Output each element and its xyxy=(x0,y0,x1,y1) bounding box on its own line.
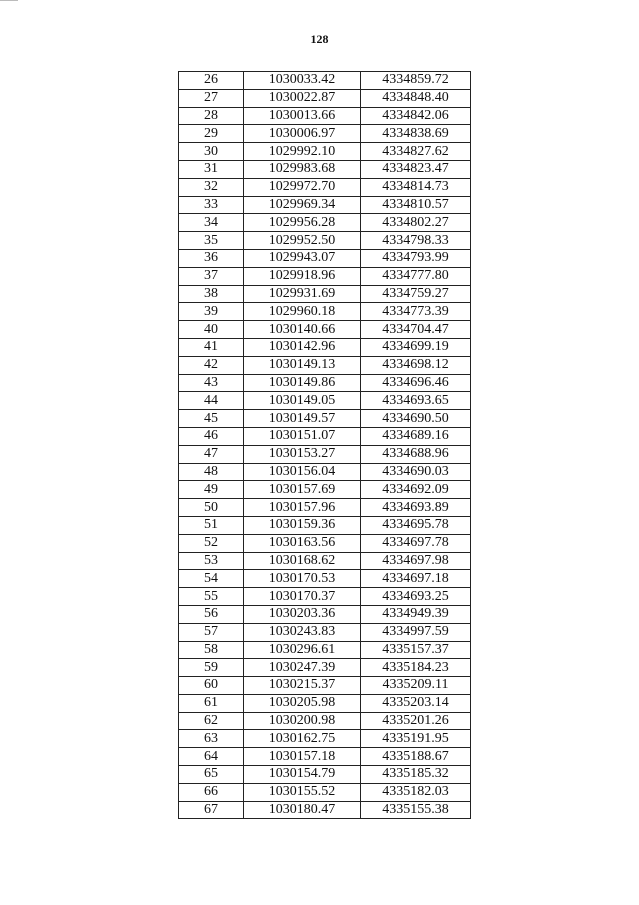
point-number-cell: 42 xyxy=(179,356,244,374)
x-coordinate-cell: 1030247.39 xyxy=(244,659,361,677)
table-row xyxy=(179,783,471,801)
table-row xyxy=(179,766,471,784)
point-number-cell: 53 xyxy=(179,552,244,570)
point-number-cell: 54 xyxy=(179,570,244,588)
table-row xyxy=(179,712,471,730)
y-coordinate-cell: 4334699.19 xyxy=(361,338,471,356)
point-number-cell: 47 xyxy=(179,445,244,463)
y-coordinate-cell: 4334698.12 xyxy=(361,356,471,374)
x-coordinate-cell: 1029918.96 xyxy=(244,267,361,285)
x-coordinate-cell: 1030140.66 xyxy=(244,321,361,339)
point-number-cell: 43 xyxy=(179,374,244,392)
x-coordinate-cell: 1029956.28 xyxy=(244,214,361,232)
y-coordinate-cell: 4334802.27 xyxy=(361,214,471,232)
x-coordinate-cell: 1030156.04 xyxy=(244,463,361,481)
table-row xyxy=(179,445,471,463)
x-coordinate-cell: 1030163.56 xyxy=(244,534,361,552)
point-number-cell: 45 xyxy=(179,410,244,428)
y-coordinate-cell: 4334827.62 xyxy=(361,143,471,161)
table-row xyxy=(179,285,471,303)
x-coordinate-cell: 1029983.68 xyxy=(244,160,361,178)
y-coordinate-cell: 4334759.27 xyxy=(361,285,471,303)
y-coordinate-cell: 4334798.33 xyxy=(361,232,471,250)
table-row xyxy=(179,623,471,641)
point-number-cell: 44 xyxy=(179,392,244,410)
table-row xyxy=(179,552,471,570)
y-coordinate-cell: 4334697.98 xyxy=(361,552,471,570)
point-number-cell: 57 xyxy=(179,623,244,641)
y-coordinate-cell: 4334823.47 xyxy=(361,160,471,178)
table-row xyxy=(179,410,471,428)
x-coordinate-cell: 1029960.18 xyxy=(244,303,361,321)
table-row xyxy=(179,605,471,623)
x-coordinate-cell: 1030154.79 xyxy=(244,766,361,784)
coordinates-table-body xyxy=(179,72,471,819)
table-row xyxy=(179,534,471,552)
y-coordinate-cell: 4334810.57 xyxy=(361,196,471,214)
table-row xyxy=(179,641,471,659)
table-row xyxy=(179,392,471,410)
table-row xyxy=(179,232,471,250)
x-coordinate-cell: 1030157.18 xyxy=(244,748,361,766)
table-row xyxy=(179,570,471,588)
y-coordinate-cell: 4334689.16 xyxy=(361,427,471,445)
y-coordinate-cell: 4334997.59 xyxy=(361,623,471,641)
x-coordinate-cell: 1030151.07 xyxy=(244,427,361,445)
y-coordinate-cell: 4335182.03 xyxy=(361,783,471,801)
y-coordinate-cell: 4334693.25 xyxy=(361,588,471,606)
y-coordinate-cell: 4334859.72 xyxy=(361,72,471,90)
table-row xyxy=(179,427,471,445)
x-coordinate-cell: 1030013.66 xyxy=(244,107,361,125)
table-row xyxy=(179,321,471,339)
y-coordinate-cell: 4335191.95 xyxy=(361,730,471,748)
x-coordinate-cell: 1030168.62 xyxy=(244,552,361,570)
y-coordinate-cell: 4334773.39 xyxy=(361,303,471,321)
point-number-cell: 34 xyxy=(179,214,244,232)
y-coordinate-cell: 4334949.39 xyxy=(361,605,471,623)
point-number-cell: 62 xyxy=(179,712,244,730)
table-row xyxy=(179,694,471,712)
x-coordinate-cell: 1030155.52 xyxy=(244,783,361,801)
table-row xyxy=(179,356,471,374)
table-row xyxy=(179,196,471,214)
y-coordinate-cell: 4334697.18 xyxy=(361,570,471,588)
x-coordinate-cell: 1030149.86 xyxy=(244,374,361,392)
table-row xyxy=(179,249,471,267)
point-number-cell: 28 xyxy=(179,107,244,125)
y-coordinate-cell: 4335209.11 xyxy=(361,677,471,695)
table-row xyxy=(179,801,471,819)
table-row xyxy=(179,89,471,107)
table-row xyxy=(179,499,471,517)
x-coordinate-cell: 1030215.37 xyxy=(244,677,361,695)
y-coordinate-cell: 4334690.03 xyxy=(361,463,471,481)
table-row xyxy=(179,730,471,748)
x-coordinate-cell: 1030149.13 xyxy=(244,356,361,374)
y-coordinate-cell: 4335203.14 xyxy=(361,694,471,712)
point-number-cell: 30 xyxy=(179,143,244,161)
point-number-cell: 35 xyxy=(179,232,244,250)
table-row xyxy=(179,214,471,232)
table-row xyxy=(179,748,471,766)
x-coordinate-cell: 1029931.69 xyxy=(244,285,361,303)
x-coordinate-cell: 1030162.75 xyxy=(244,730,361,748)
y-coordinate-cell: 4334690.50 xyxy=(361,410,471,428)
x-coordinate-cell: 1030022.87 xyxy=(244,89,361,107)
y-coordinate-cell: 4335185.32 xyxy=(361,766,471,784)
table-row xyxy=(179,374,471,392)
point-number-cell: 32 xyxy=(179,178,244,196)
point-number-cell: 61 xyxy=(179,694,244,712)
point-number-cell: 33 xyxy=(179,196,244,214)
y-coordinate-cell: 4334704.47 xyxy=(361,321,471,339)
y-coordinate-cell: 4334688.96 xyxy=(361,445,471,463)
point-number-cell: 38 xyxy=(179,285,244,303)
y-coordinate-cell: 4334777.80 xyxy=(361,267,471,285)
y-coordinate-cell: 4334696.46 xyxy=(361,374,471,392)
x-coordinate-cell: 1030159.36 xyxy=(244,516,361,534)
point-number-cell: 46 xyxy=(179,427,244,445)
point-number-cell: 29 xyxy=(179,125,244,143)
point-number-cell: 60 xyxy=(179,677,244,695)
y-coordinate-cell: 4334848.40 xyxy=(361,89,471,107)
table-row xyxy=(179,463,471,481)
x-coordinate-cell: 1030153.27 xyxy=(244,445,361,463)
x-coordinate-cell: 1030205.98 xyxy=(244,694,361,712)
point-number-cell: 56 xyxy=(179,605,244,623)
point-number-cell: 58 xyxy=(179,641,244,659)
y-coordinate-cell: 4335155.38 xyxy=(361,801,471,819)
x-coordinate-cell: 1030149.05 xyxy=(244,392,361,410)
table-row xyxy=(179,303,471,321)
x-coordinate-cell: 1029969.34 xyxy=(244,196,361,214)
point-number-cell: 50 xyxy=(179,499,244,517)
y-coordinate-cell: 4334842.06 xyxy=(361,107,471,125)
x-coordinate-cell: 1029943.07 xyxy=(244,249,361,267)
x-coordinate-cell: 1030157.69 xyxy=(244,481,361,499)
y-coordinate-cell: 4335201.26 xyxy=(361,712,471,730)
x-coordinate-cell: 1030149.57 xyxy=(244,410,361,428)
point-number-cell: 39 xyxy=(179,303,244,321)
x-coordinate-cell: 1029972.70 xyxy=(244,178,361,196)
y-coordinate-cell: 4334692.09 xyxy=(361,481,471,499)
y-coordinate-cell: 4335188.67 xyxy=(361,748,471,766)
x-coordinate-cell: 1030157.96 xyxy=(244,499,361,517)
point-number-cell: 67 xyxy=(179,801,244,819)
x-coordinate-cell: 1030203.36 xyxy=(244,605,361,623)
y-coordinate-cell: 4334697.78 xyxy=(361,534,471,552)
point-number-cell: 40 xyxy=(179,321,244,339)
x-coordinate-cell: 1030033.42 xyxy=(244,72,361,90)
table-row xyxy=(179,588,471,606)
point-number-cell: 49 xyxy=(179,481,244,499)
point-number-cell: 41 xyxy=(179,338,244,356)
y-coordinate-cell: 4334693.65 xyxy=(361,392,471,410)
x-coordinate-cell: 1030142.96 xyxy=(244,338,361,356)
table-row xyxy=(179,516,471,534)
table-row xyxy=(179,659,471,677)
x-coordinate-cell: 1030170.37 xyxy=(244,588,361,606)
y-coordinate-cell: 4334838.69 xyxy=(361,125,471,143)
x-coordinate-cell: 1029992.10 xyxy=(244,143,361,161)
point-number-cell: 27 xyxy=(179,89,244,107)
x-coordinate-cell: 1030170.53 xyxy=(244,570,361,588)
coordinates-table xyxy=(178,71,471,819)
x-coordinate-cell: 1029952.50 xyxy=(244,232,361,250)
table-row xyxy=(179,267,471,285)
point-number-cell: 48 xyxy=(179,463,244,481)
table-row xyxy=(179,143,471,161)
x-coordinate-cell: 1030296.61 xyxy=(244,641,361,659)
y-coordinate-cell: 4334695.78 xyxy=(361,516,471,534)
point-number-cell: 59 xyxy=(179,659,244,677)
point-number-cell: 26 xyxy=(179,72,244,90)
table-row xyxy=(179,338,471,356)
point-number-cell: 55 xyxy=(179,588,244,606)
point-number-cell: 51 xyxy=(179,516,244,534)
table-row xyxy=(179,125,471,143)
table-row xyxy=(179,677,471,695)
point-number-cell: 31 xyxy=(179,160,244,178)
x-coordinate-cell: 1030243.83 xyxy=(244,623,361,641)
point-number-cell: 52 xyxy=(179,534,244,552)
point-number-cell: 64 xyxy=(179,748,244,766)
table-row xyxy=(179,72,471,90)
table-row xyxy=(179,481,471,499)
x-coordinate-cell: 1030200.98 xyxy=(244,712,361,730)
point-number-cell: 63 xyxy=(179,730,244,748)
page-number: 128 xyxy=(310,32,329,46)
x-coordinate-cell: 1030006.97 xyxy=(244,125,361,143)
table-row xyxy=(179,178,471,196)
point-number-cell: 66 xyxy=(179,783,244,801)
scan-artifact-mark xyxy=(0,0,18,1)
point-number-cell: 65 xyxy=(179,766,244,784)
y-coordinate-cell: 4334693.89 xyxy=(361,499,471,517)
y-coordinate-cell: 4335184.23 xyxy=(361,659,471,677)
table-row xyxy=(179,160,471,178)
y-coordinate-cell: 4334793.99 xyxy=(361,249,471,267)
x-coordinate-cell: 1030180.47 xyxy=(244,801,361,819)
table-row xyxy=(179,107,471,125)
point-number-cell: 37 xyxy=(179,267,244,285)
y-coordinate-cell: 4334814.73 xyxy=(361,178,471,196)
y-coordinate-cell: 4335157.37 xyxy=(361,641,471,659)
point-number-cell: 36 xyxy=(179,249,244,267)
